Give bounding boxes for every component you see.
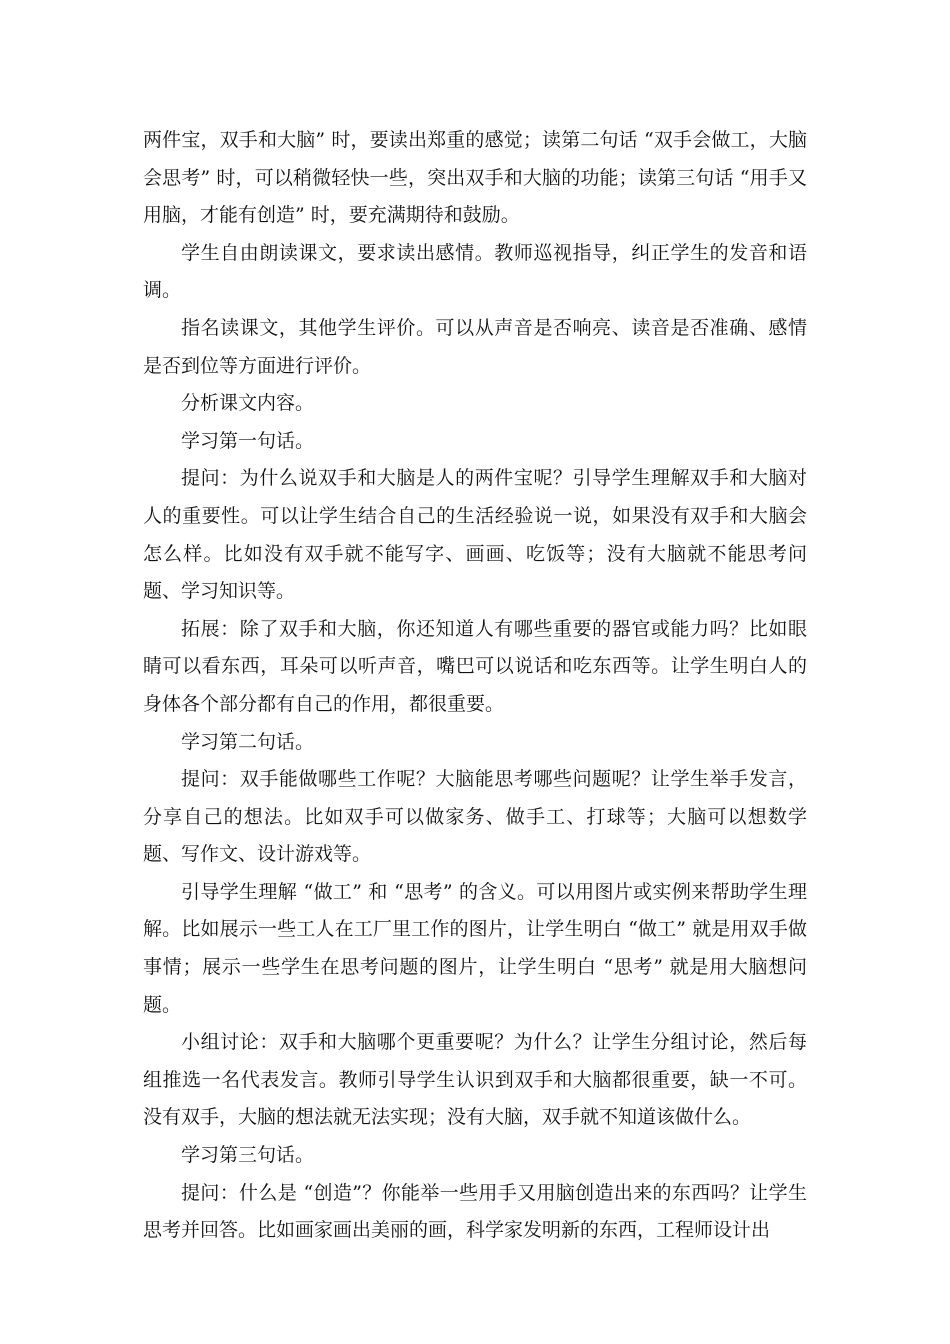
- paragraph: 提问：什么是 “创造”？你能举一些用手又用脑创造出来的东西吗？让学生思考并回答。比如画家画出美丽的画，科学家发明新的东西，工程师设计出: [143, 1181, 807, 1242]
- paragraph: 分析课文内容。: [181, 392, 315, 415]
- paragraph: 学生自由朗读课文，要求读出感情。教师巡视指导，纠正学生的发音和语调。: [143, 241, 807, 302]
- paragraph: 提问：为什么说双手和大脑是人的两件宝呢？引导学生理解双手和大脑对人的重要性。可以让学生结合自己的生活经验说一说，如果没有双手和大脑会怎么样。比如没有双手就不能写字、画画、吃饭等；没有大脑就不能思考问题、学习知识等。: [143, 467, 807, 603]
- paragraph: 引导学生理解 “做工” 和 “思考” 的含义。可以用图片或实例来帮助学生理解。比如展示一些工人在工厂里工作的图片，让学生明白 “做工” 就是用双手做事情；展示一些学生在思考问题的图片，让学生明白 “思考” 就是用大脑想问题。: [143, 880, 807, 1016]
- document-body: [143, 122, 807, 1250]
- paragraph: 提问：双手能做哪些工作呢？大脑能思考哪些问题呢？让学生举手发言，分享自己的想法。比如双手可以做家务、做手工、打球等；大脑可以想数学题、写作文、设计游戏等。: [143, 768, 807, 866]
- paragraph: 学习第一句话。: [181, 429, 315, 452]
- paragraph: 拓展：除了双手和大脑，你还知道人有哪些重要的器官或能力吗？比如眼睛可以看东西，耳朵可以听声音，嘴巴可以说话和吃东西等。让学生明白人的身体各个部分都有自己的作用，都很重要。: [143, 617, 807, 715]
- paragraph: 两件宝，双手和大脑” 时，要读出郑重的感觉；读第二句话 “双手会做工，大脑会思考” 时，可以稍微轻快一些，突出双手和大脑的功能；读第三句话 “用手又用脑，才能有创造” 时，要充满期待和鼓励。: [143, 129, 807, 227]
- paragraph: 指名读课文，其他学生评价。可以从声音是否响亮、读音是否准确、感情是否到位等方面进行评价。: [143, 316, 807, 377]
- paragraph: 学习第二句话。: [181, 730, 315, 753]
- paragraph: 学习第三句话。: [181, 1144, 315, 1167]
- paragraph: 小组讨论：双手和大脑哪个更重要呢？为什么？让学生分组讨论，然后每组推选一名代表发言。教师引导学生认识到双手和大脑都很重要，缺一不可。没有双手，大脑的想法就无法实现；没有大脑，双手就不知道该做什么。: [143, 1031, 807, 1129]
